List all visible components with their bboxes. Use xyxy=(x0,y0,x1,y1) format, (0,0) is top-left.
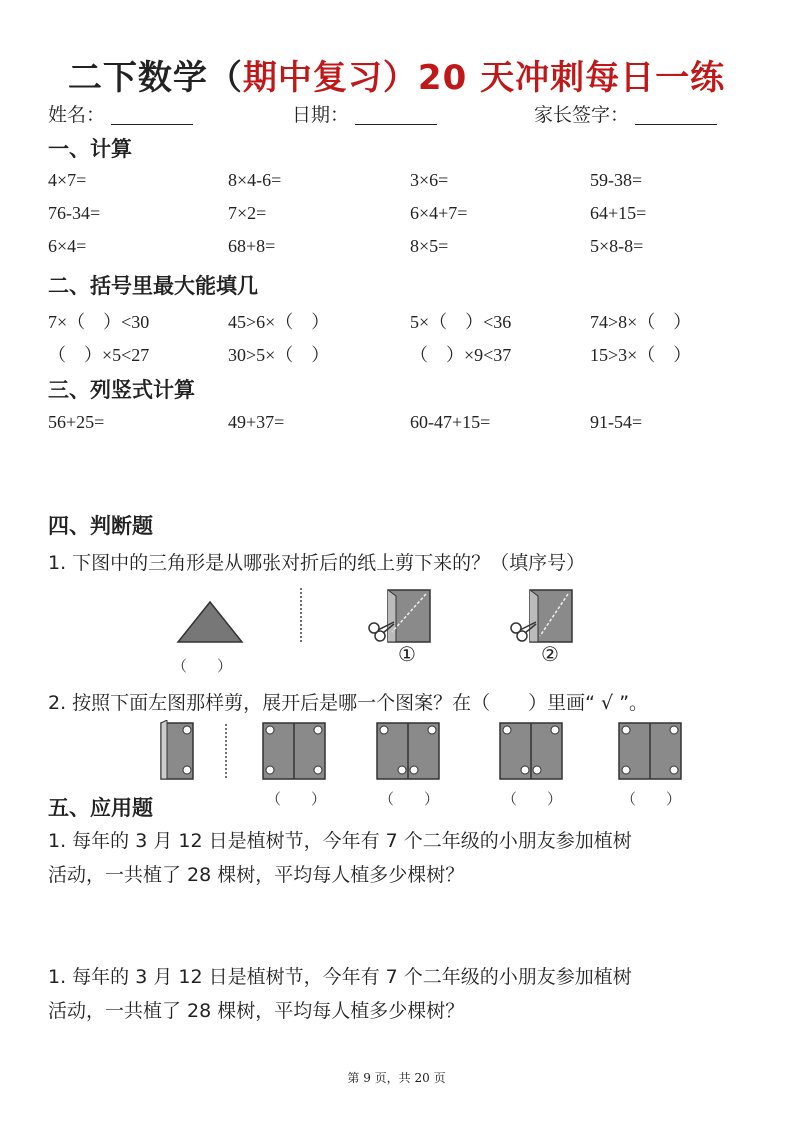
section1-heading: 一、计算 xyxy=(48,137,132,161)
title-red: 期中复习）20 天冲刺每日一练 xyxy=(242,58,726,98)
name-label: 姓名： xyxy=(48,104,106,126)
pattern-answer-2[interactable]: （ ） xyxy=(379,790,440,808)
section5-heading: 五、应用题 xyxy=(48,796,153,820)
name-blank[interactable] xyxy=(111,124,193,125)
cut-sample-figure xyxy=(158,720,198,782)
calc-r1c1: 4×7= xyxy=(48,170,87,190)
fill-r1c1: 7×（ ）<30 xyxy=(48,312,150,332)
fill-r2c4: 15>3×（ ） xyxy=(590,345,692,365)
pattern-answer-3[interactable]: （ ） xyxy=(502,790,563,808)
calc-r1c3: 3×6= xyxy=(410,170,449,190)
fill-r2c1: （ ）×5<27 xyxy=(48,345,150,365)
page-footer: 第 9 页，共 20 页 xyxy=(347,1071,446,1085)
judge-question-1: 1. 下图中的三角形是从哪张对折后的纸上剪下来的？（填序号） xyxy=(48,552,586,574)
pattern-option-3 xyxy=(497,720,567,782)
word-problem-2-line1: 1. 每年的 3 月 12 日是植树节，今年有 7 个二年级的小朋友参加植树 xyxy=(48,966,632,988)
fill-r1c3: 5×（ ）<36 xyxy=(410,312,512,332)
date-field[interactable] xyxy=(292,100,437,127)
sign-field[interactable] xyxy=(534,100,717,127)
calc-r1c4: 59-38= xyxy=(590,170,643,190)
word-problem-2-line2: 活动，一共植了 28 棵树，平均每人植多少棵树？ xyxy=(48,1000,465,1022)
fill-r2c2: 30>5×（ ） xyxy=(228,345,330,365)
triangle-answer-paren[interactable]: （ ） xyxy=(172,657,233,675)
title-black: 二下数学（ xyxy=(67,58,243,98)
section4-heading: 四、判断题 xyxy=(48,514,153,538)
calc-r2c1: 76-34= xyxy=(48,203,101,223)
vertical-calc-3: 60-47+15= xyxy=(410,412,491,432)
calc-r2c3: 6×4+7= xyxy=(410,203,468,223)
word-problem-1-line1: 1. 每年的 3 月 12 日是植树节，今年有 7 个二年级的小朋友参加植树 xyxy=(48,830,632,852)
fill-r1c4: 74>8×（ ） xyxy=(590,312,692,332)
calc-r1c2: 8×4-6= xyxy=(228,170,282,190)
sign-blank[interactable] xyxy=(635,124,717,125)
calc-r2c4: 64+15= xyxy=(590,203,647,223)
calc-r3c4: 5×8-8= xyxy=(590,236,644,256)
pattern-answer-4[interactable]: （ ） xyxy=(621,790,682,808)
fold-line-divider-2 xyxy=(221,722,231,780)
fill-r2c3: （ ）×9<37 xyxy=(410,345,512,365)
calc-r3c2: 68+8= xyxy=(228,236,276,256)
fold-line-divider xyxy=(296,586,306,644)
judge-question-2: 2. 按照下面左图那样剪，展开后是哪一个图案？在（ ）里画“ √ ”。 xyxy=(48,692,649,714)
pattern-answer-1[interactable]: （ ） xyxy=(266,790,327,808)
word-problem-1-line2: 活动，一共植了 28 棵树，平均每人植多少棵树？ xyxy=(48,864,465,886)
pattern-option-1 xyxy=(260,720,330,782)
sign-label: 家长签字： xyxy=(534,104,630,126)
section3-heading: 三、列竖式计算 xyxy=(48,378,195,402)
vertical-calc-4: 91-54= xyxy=(590,412,643,432)
page-title xyxy=(0,50,793,99)
date-label: 日期： xyxy=(292,104,350,126)
name-field[interactable] xyxy=(48,100,193,127)
pattern-option-2 xyxy=(374,720,444,782)
option-2-label: ② xyxy=(541,642,559,666)
vertical-calc-2: 49+37= xyxy=(228,412,285,432)
calc-r2c2: 7×2= xyxy=(228,203,267,223)
triangle-figure xyxy=(170,596,250,646)
option-1-label: ① xyxy=(398,642,416,666)
section2-heading: 二、括号里最大能填几 xyxy=(48,274,258,298)
vertical-calc-1: 56+25= xyxy=(48,412,105,432)
fill-r1c2: 45>6×（ ） xyxy=(228,312,330,332)
date-blank[interactable] xyxy=(355,124,437,125)
calc-r3c3: 8×5= xyxy=(410,236,449,256)
calc-r3c1: 6×4= xyxy=(48,236,87,256)
pattern-option-4 xyxy=(616,720,686,782)
